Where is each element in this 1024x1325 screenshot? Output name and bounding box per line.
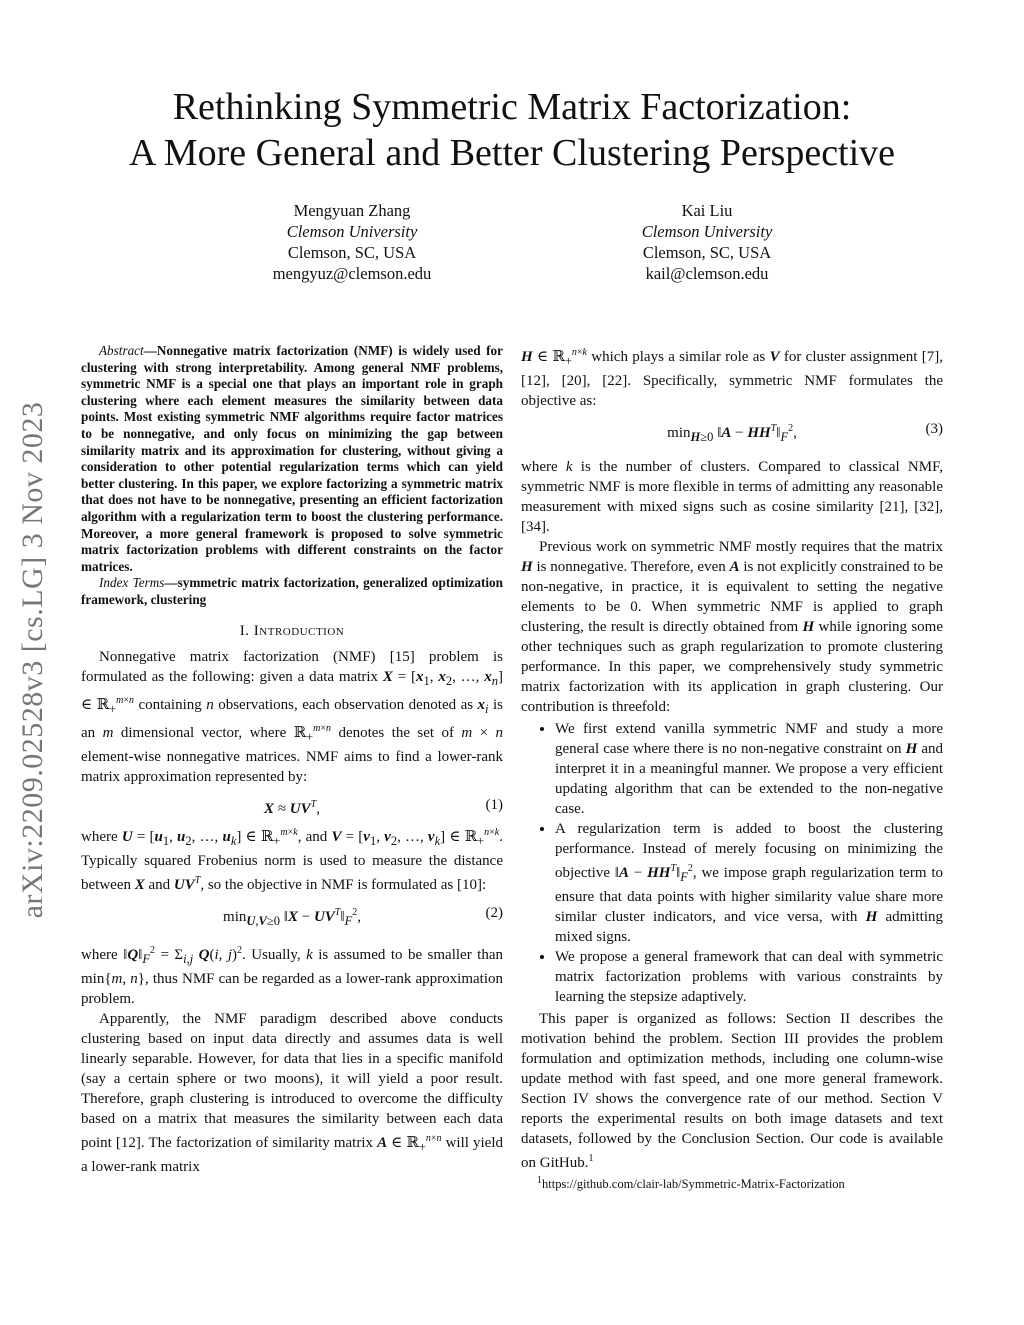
left-column bbox=[81, 343, 503, 1177]
equation-3: $\min_{H\ge 0}$ ‖A − $HH^T‖_F^2$, (3) bbox=[667, 421, 943, 444]
right-paragraph-4: This paper is organized as follows: Section II describes the motivation behind the problem. Section III provides the problem formulation and optimization methods, including one column-wise update method with fast speed, and one more general framework. Section IV shows the convergence rate of our method. Section V reports the experimental results on both image datasets and text datasets, followed by the Conclusion Section. Our code is available on GitHub.$^1$ bbox=[521, 1011, 943, 1171]
intro-paragraph-2: where $U = [u_1$, $u_2$, …, $u_k$] ∈ ℝ$_+^{m\times k}$, and $V = [v_1$, $v_2$, …, $v_k$] ∈ ℝ$_+^{n\times k}$. Typically squared Frobenius norm is used to measure the distance between X and $UV^T$, so the objective in NMF is formulated as [10]: bbox=[81, 826, 503, 893]
footnote: $^1$https://github.com/clair-lab/Symmetric-Matrix-Factorization bbox=[537, 1175, 845, 1192]
right-column bbox=[521, 343, 943, 1192]
equation-1: $X \approx UV^T$, (1) bbox=[264, 796, 503, 817]
title-line-1: Rethinking Symmetric Matrix Factorization: bbox=[172, 86, 852, 128]
right-paragraph-3: Previous work on symmetric NMF mostly requires that the matrix H is nonnegative. Therefore, even A is not explicitly constrained to be non-negative, in practice, it is equivalent to setting the negative elements to be 0. When symmetric NMF is applied to graph clustering, the result is directly obtained from H while ignoring some other techniques such as graph regularization to promote clustering performance. In this paper, we comprehensively study symmetric matrix factorization with its application in graph clustering. Our contribution is threefold: bbox=[521, 539, 943, 715]
author-affiliation: Clemson University bbox=[286, 222, 418, 241]
list-item: • We propose a general framework that can deal with symmetric matrix factorization problems with various constraints by learning the stepsize adaptively. bbox=[555, 947, 943, 1007]
title-line-2: A More General and Better Clustering Perspective bbox=[128, 132, 896, 174]
index-terms: Index Terms—symmetric matrix factorization, generalized optimization framework, clustering bbox=[81, 575, 503, 607]
paper-title bbox=[0, 84, 1024, 176]
author-email[interactable]: mengyuz@clemson.edu bbox=[272, 264, 432, 283]
arxiv-identifier: arXiv:2209.02528v3 [cs.LG] 3 Nov 2023 bbox=[16, 401, 49, 919]
right-paragraph-2: where k is the number of clusters. Compared to classical NMF, symmetric NMF is more flexible in terms of admitting any reasonable measurement with mixed signs such as cosine similarity [21], [32], [34]. bbox=[521, 459, 943, 535]
intro-paragraph-4: Apparently, the NMF paradigm described above conducts clustering based on input data directly and assumes data is well linearly separable. However, for data that lies in a specific manifold (say a certain sphere or two moons), it will yield a poor result. Therefore, graph clustering is introduced to overcome the difficulty based on a matrix that measures the similarity between each data point [12]. The factorization of similarity matrix A ∈ ℝ$_+^{n\times n}$ will yield a lower-rank matrix bbox=[81, 1010, 503, 1175]
author-1 bbox=[202, 200, 502, 284]
section-heading: I. Introduction bbox=[239, 622, 345, 639]
footnote-marker: 1 bbox=[588, 1153, 594, 1164]
author-email[interactable]: kail@clemson.edu bbox=[645, 264, 769, 283]
author-location: Clemson, SC, USA bbox=[642, 243, 772, 262]
abstract: Abstract—Nonnegative matrix factorization (NMF) is widely used for clustering with strong interpretability. Among general NMF problems, symmetric NMF is a special one that plays an important role in graph clustering where each element measures the similarity between data points. Most existing symmetric NMF algorithms require factor matrices to be nonnegative, and only focus on minimizing the gap between similarity matrix and its approximation for clustering, without giving a consideration to other potential regularization terms which can yield better clustering. In this paper, we explore factorizing a symmetric matrix that does not have to be nonnegative, presenting an efficient factorization algorithm with a regularization term to boost the clustering performance. Moreover, a more general framework is proposed to solve symmetric matrix factorization problems with different constraints on the factor matrices. bbox=[81, 343, 503, 574]
equation-2: $\min_{U,V\ge 0}$ ‖X − $UV^T‖_F^2$, (2) bbox=[223, 904, 503, 928]
author-location: Clemson, SC, USA bbox=[287, 243, 417, 262]
intro-paragraph-1: Nonnegative matrix factorization (NMF) [15] problem is formulated as the following: given a data matrix $X = [x_1$, $x_2$, …, $x_n$] ∈ ℝ$_+^{m\times n}$ containing n observations, each observation denoted as $x_i$ is an m dimensional vector, where ℝ$_+^{m\times n}$ denotes the set of m × n element-wise nonnegative matrices. NMF aims to find a lower-rank matrix approximation represented by: bbox=[81, 648, 503, 785]
author-name: Mengyuan Zhang bbox=[293, 201, 411, 220]
footnote-link[interactable]: https://github.com/clair-lab/Symmetric-Matrix-Factorization bbox=[542, 1177, 845, 1192]
right-paragraph-1: H ∈ ℝ$_+^{n\times k}$ which plays a similar role as V for cluster assignment [7], [12], [20], [22]. Specifically, symmetric NMF formulates the objective as: bbox=[521, 347, 943, 409]
author-affiliation: Clemson University bbox=[641, 222, 773, 241]
list-item: • We first extend vanilla symmetric NMF and study a more general case where there is no non-negative constraint on H and interpret it in a meaningful manner. We propose a very efficient updating algorithm that can be extended to the non-negative case. bbox=[555, 719, 943, 819]
author-name: Kai Liu bbox=[681, 201, 733, 220]
author-2 bbox=[557, 200, 857, 284]
list-item: • A regularization term is added to boost the clustering performance. Instead of merely focusing on minimizing the objective ‖A − $HH^T‖_F^2$, we impose graph regularization term to ensure that data points with higher similarity value share more similar cluster indicators, and vice versa, with H admitting mixed signs. bbox=[555, 819, 943, 947]
contribution-list bbox=[521, 719, 943, 1007]
intro-paragraph-3: where $‖Q‖_F^2 = \Sigma_{i,j}$ Q(i, j)$^2$. Usually, k is assumed to be smaller than min{m, n}, thus NMF can be regarded as a lower-rank approximation problem. bbox=[81, 944, 504, 1007]
arxiv-sidebar bbox=[8, 340, 58, 980]
